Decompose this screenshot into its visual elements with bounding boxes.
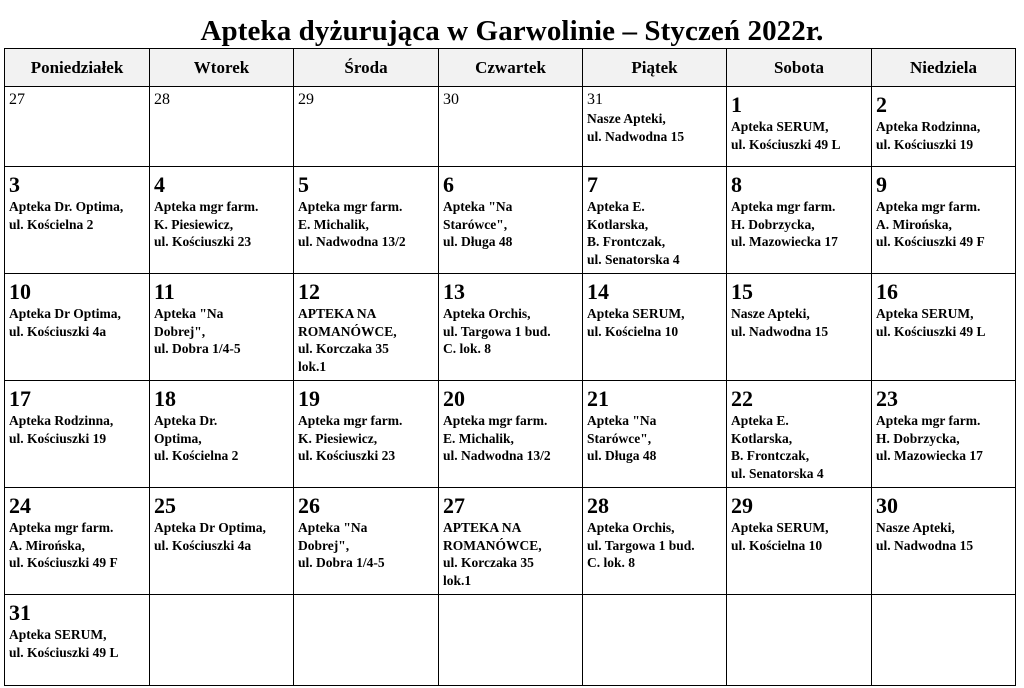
- pharmacy-info-line: Apteka SERUM,: [9, 627, 107, 642]
- day-cell: [150, 274, 294, 381]
- pharmacy-info-line: E. Michalik,: [298, 216, 369, 232]
- pharmacy-info-line: C. lok. 8: [443, 341, 492, 356]
- week-row: [5, 167, 1016, 274]
- day-cell: [727, 167, 872, 274]
- pharmacy-info-line: ul. Nadwodna 15: [587, 128, 685, 144]
- pharmacy-info-line: ul. Korczaka 35: [443, 555, 534, 570]
- day-cell: [150, 381, 294, 488]
- pharmacy-info-line: K. Piesiewicz,: [154, 216, 234, 232]
- week-row: [5, 488, 1016, 595]
- pharmacy-info-line: ul. Nadwodna 13/2: [443, 448, 551, 463]
- pharmacy-info-line: APTEKA NA: [443, 520, 522, 535]
- day-number: 10: [9, 279, 31, 304]
- pharmacy-info-line: Apteka E.: [731, 413, 789, 428]
- day-cell: [5, 87, 150, 167]
- day-number: 23: [876, 386, 898, 411]
- pharmacy-info-line: Nasze Apteki,: [731, 306, 810, 321]
- day-number: 30: [443, 91, 459, 108]
- day-cell: [727, 274, 872, 381]
- day-number: 3: [9, 172, 20, 197]
- pharmacy-info-line: Apteka Dr Optima,: [154, 520, 266, 535]
- day-cell: [727, 381, 872, 488]
- pharmacy-info-line: ul. Kościelna 2: [154, 448, 239, 463]
- day-number: 7: [587, 172, 598, 197]
- pharmacy-info-line: Apteka Rodzinna,: [9, 413, 114, 428]
- pharmacy-info-line: E. Michalik,: [443, 430, 514, 446]
- pharmacy-info-line: Apteka SERUM,: [731, 119, 829, 134]
- day-number: 2: [876, 92, 887, 117]
- pharmacy-info-line: Apteka "Na: [587, 413, 657, 428]
- day-number: 27: [443, 493, 465, 518]
- day-cell: [294, 87, 439, 167]
- weekday-header: Wtorek: [150, 49, 294, 87]
- pharmacy-info-line: ROMANÓWCE,: [443, 537, 542, 553]
- pharmacy-info-line: ul. Kościuszki 49 F: [9, 555, 118, 570]
- pharmacy-info-line: ul. Kościuszki 4a: [9, 323, 107, 339]
- day-cell: [583, 488, 727, 595]
- weekday-header: Piątek: [583, 49, 727, 87]
- day-cell: [439, 167, 583, 274]
- pharmacy-info-line: ul. Kościelna 10: [587, 323, 679, 339]
- day-number: 5: [298, 172, 309, 197]
- pharmacy-info-line: ul. Kościuszki 23: [154, 234, 252, 249]
- week-row: [5, 274, 1016, 381]
- pharmacy-info-line: lok.1: [298, 358, 327, 374]
- pharmacy-info-line: ul. Korczaka 35: [298, 341, 389, 356]
- pharmacy-info-line: A. Mirońska,: [9, 537, 85, 553]
- day-number: 8: [731, 172, 742, 197]
- pharmacy-info-line: Nasze Apteki,: [876, 520, 955, 535]
- day-number: 26: [298, 493, 320, 518]
- pharmacy-info-line: H. Dobrzycka,: [731, 216, 815, 232]
- pharmacy-info-line: ul. Długa 48: [587, 448, 657, 463]
- day-cell: [727, 595, 872, 686]
- pharmacy-info-line: ul. Targowa 1 bud.: [587, 537, 695, 553]
- pharmacy-info-line: ul. Senatorska 4: [587, 251, 680, 267]
- pharmacy-info-line: ul. Kościelna 10: [731, 537, 823, 553]
- day-cell: [5, 167, 150, 274]
- day-cell: [872, 87, 1016, 167]
- pharmacy-info-line: ul. Kościuszki 4a: [154, 537, 252, 553]
- pharmacy-info-line: B. Frontczak,: [587, 234, 666, 249]
- day-cell: [294, 595, 439, 686]
- page-title: Apteka dyżurująca w Garwolinie – Styczeń 2022r.: [200, 15, 824, 47]
- day-number: 28: [587, 493, 609, 518]
- pharmacy-info-line: ul. Targowa 1 bud.: [443, 323, 551, 339]
- day-cell: [872, 167, 1016, 274]
- pharmacy-info-line: Apteka mgr farm.: [9, 520, 114, 535]
- pharmacy-info-line: ul. Długa 48: [443, 234, 513, 249]
- pharmacy-info-line: Apteka mgr farm.: [298, 199, 403, 214]
- day-cell: [439, 87, 583, 167]
- day-cell: [150, 488, 294, 595]
- pharmacy-info-line: Apteka SERUM,: [587, 306, 685, 321]
- pharmacy-info-line: Kotlarska,: [731, 430, 793, 446]
- day-cell: [872, 488, 1016, 595]
- pharmacy-info-line: Optima,: [154, 430, 202, 446]
- day-number: 17: [9, 386, 31, 411]
- day-number: 29: [731, 493, 753, 518]
- pharmacy-info-line: K. Piesiewicz,: [298, 430, 378, 446]
- day-number: 31: [587, 91, 603, 108]
- day-number: 25: [154, 493, 176, 518]
- pharmacy-info-line: Nasze Apteki,: [587, 111, 666, 126]
- pharmacy-info-line: Apteka Dr Optima,: [9, 306, 121, 321]
- pharmacy-info-line: Apteka mgr farm.: [876, 199, 981, 214]
- day-cell: [583, 381, 727, 488]
- pharmacy-info-line: Starówce",: [443, 216, 508, 232]
- pharmacy-info-line: ul. Kościuszki 49 L: [876, 323, 986, 339]
- day-cell: [583, 167, 727, 274]
- day-number: 11: [154, 279, 175, 304]
- day-number: 22: [731, 386, 753, 411]
- pharmacy-info-line: ul. Kościuszki 49 L: [9, 644, 119, 660]
- pharmacy-info-line: Apteka Dr. Optima,: [9, 199, 124, 214]
- day-cell: [294, 167, 439, 274]
- pharmacy-info-line: ul. Kościelna 2: [9, 216, 94, 232]
- pharmacy-info-line: Apteka SERUM,: [731, 520, 829, 535]
- day-number: 13: [443, 279, 465, 304]
- day-cell: [872, 595, 1016, 686]
- pharmacy-info-line: ul. Dobra 1/4-5: [154, 341, 241, 356]
- day-cell: [872, 381, 1016, 488]
- pharmacy-info-line: Apteka mgr farm.: [298, 413, 403, 428]
- day-cell: [439, 274, 583, 381]
- day-number: 29: [298, 91, 314, 108]
- pharmacy-info-line: Apteka "Na: [298, 520, 368, 535]
- day-number: 31: [9, 600, 31, 625]
- week-row: [5, 381, 1016, 488]
- pharmacy-info-line: B. Frontczak,: [731, 448, 810, 463]
- day-cell: [5, 595, 150, 686]
- day-cell: [727, 488, 872, 595]
- pharmacy-info-line: ul. Nadwodna 13/2: [298, 234, 406, 249]
- pharmacy-info-line: Apteka mgr farm.: [731, 199, 836, 214]
- day-number: 20: [443, 386, 465, 411]
- pharmacy-info-line: Apteka Orchis,: [587, 520, 675, 535]
- pharmacy-info-line: Dobrej",: [154, 323, 206, 339]
- day-number: 9: [876, 172, 887, 197]
- week-row: [5, 87, 1016, 167]
- day-cell: [5, 488, 150, 595]
- day-cell: [872, 274, 1016, 381]
- pharmacy-info-line: ul. Kościuszki 49 F: [876, 234, 985, 249]
- day-cell: [5, 274, 150, 381]
- pharmacy-info-line: Starówce",: [587, 430, 652, 446]
- day-cell: [727, 87, 872, 167]
- pharmacy-info-line: lok.1: [443, 572, 472, 588]
- day-number: 4: [154, 172, 165, 197]
- pharmacy-info-line: Apteka E.: [587, 199, 645, 214]
- pharmacy-info-line: ul. Kościuszki 49 L: [731, 136, 841, 152]
- day-cell: [583, 274, 727, 381]
- day-number: 21: [587, 386, 609, 411]
- day-number: 27: [9, 91, 25, 108]
- weekday-header: Poniedziałek: [5, 49, 150, 87]
- day-number: 14: [587, 279, 609, 304]
- day-cell: [5, 381, 150, 488]
- pharmacy-info-line: Apteka SERUM,: [876, 306, 974, 321]
- pharmacy-info-line: ul. Kościuszki 23: [298, 448, 396, 463]
- pharmacy-info-line: Apteka "Na: [154, 306, 224, 321]
- pharmacy-info-line: Apteka mgr farm.: [876, 413, 981, 428]
- day-number: 1: [731, 92, 742, 117]
- pharmacy-info-line: A. Mirońska,: [876, 216, 952, 232]
- week-row: [5, 595, 1016, 686]
- pharmacy-info-line: ul. Dobra 1/4-5: [298, 555, 385, 570]
- day-number: 19: [298, 386, 320, 411]
- pharmacy-info-line: C. lok. 8: [587, 555, 636, 570]
- pharmacy-info-line: Apteka Orchis,: [443, 306, 531, 321]
- pharmacy-info-line: ul. Kościuszki 19: [876, 136, 974, 152]
- pharmacy-info-line: Apteka Rodzinna,: [876, 119, 981, 134]
- duty-calendar: [4, 48, 1016, 686]
- day-cell: [439, 595, 583, 686]
- pharmacy-info-line: ul. Mazowiecka 17: [731, 234, 838, 249]
- day-cell: [439, 488, 583, 595]
- day-cell: [150, 167, 294, 274]
- pharmacy-info-line: H. Dobrzycka,: [876, 430, 960, 446]
- weekday-header-row: [5, 49, 1016, 87]
- weekday-header: Niedziela: [872, 49, 1016, 87]
- day-number: 24: [9, 493, 31, 518]
- weekday-header: Sobota: [727, 49, 872, 87]
- pharmacy-info-line: ul. Senatorska 4: [731, 465, 824, 481]
- day-cell: [294, 274, 439, 381]
- pharmacy-info-line: Apteka mgr farm.: [443, 413, 548, 428]
- pharmacy-info-line: ul. Mazowiecka 17: [876, 448, 983, 463]
- pharmacy-info-line: ul. Nadwodna 15: [876, 537, 974, 553]
- pharmacy-info-line: APTEKA NA: [298, 306, 377, 321]
- pharmacy-info-line: Apteka mgr farm.: [154, 199, 259, 214]
- pharmacy-info-line: ul. Kościuszki 19: [9, 430, 107, 446]
- day-cell: [150, 595, 294, 686]
- day-cell: [583, 87, 727, 167]
- day-number: 28: [154, 91, 170, 108]
- pharmacy-info-line: Apteka "Na: [443, 199, 513, 214]
- weekday-header: Środa: [294, 49, 439, 87]
- day-cell: [583, 595, 727, 686]
- day-cell: [294, 381, 439, 488]
- day-number: 12: [298, 279, 320, 304]
- day-cell: [150, 87, 294, 167]
- day-cell: [294, 488, 439, 595]
- day-number: 16: [876, 279, 898, 304]
- day-number: 6: [443, 172, 454, 197]
- pharmacy-info-line: ul. Nadwodna 15: [731, 323, 829, 339]
- pharmacy-info-line: Dobrej",: [298, 537, 350, 553]
- pharmacy-info-line: Kotlarska,: [587, 216, 649, 232]
- weekday-header: Czwartek: [439, 49, 583, 87]
- pharmacy-info-line: ROMANÓWCE,: [298, 323, 397, 339]
- day-number: 30: [876, 493, 898, 518]
- day-number: 18: [154, 386, 176, 411]
- pharmacy-info-line: Apteka Dr.: [154, 413, 218, 428]
- day-number: 15: [731, 279, 753, 304]
- day-cell: [439, 381, 583, 488]
